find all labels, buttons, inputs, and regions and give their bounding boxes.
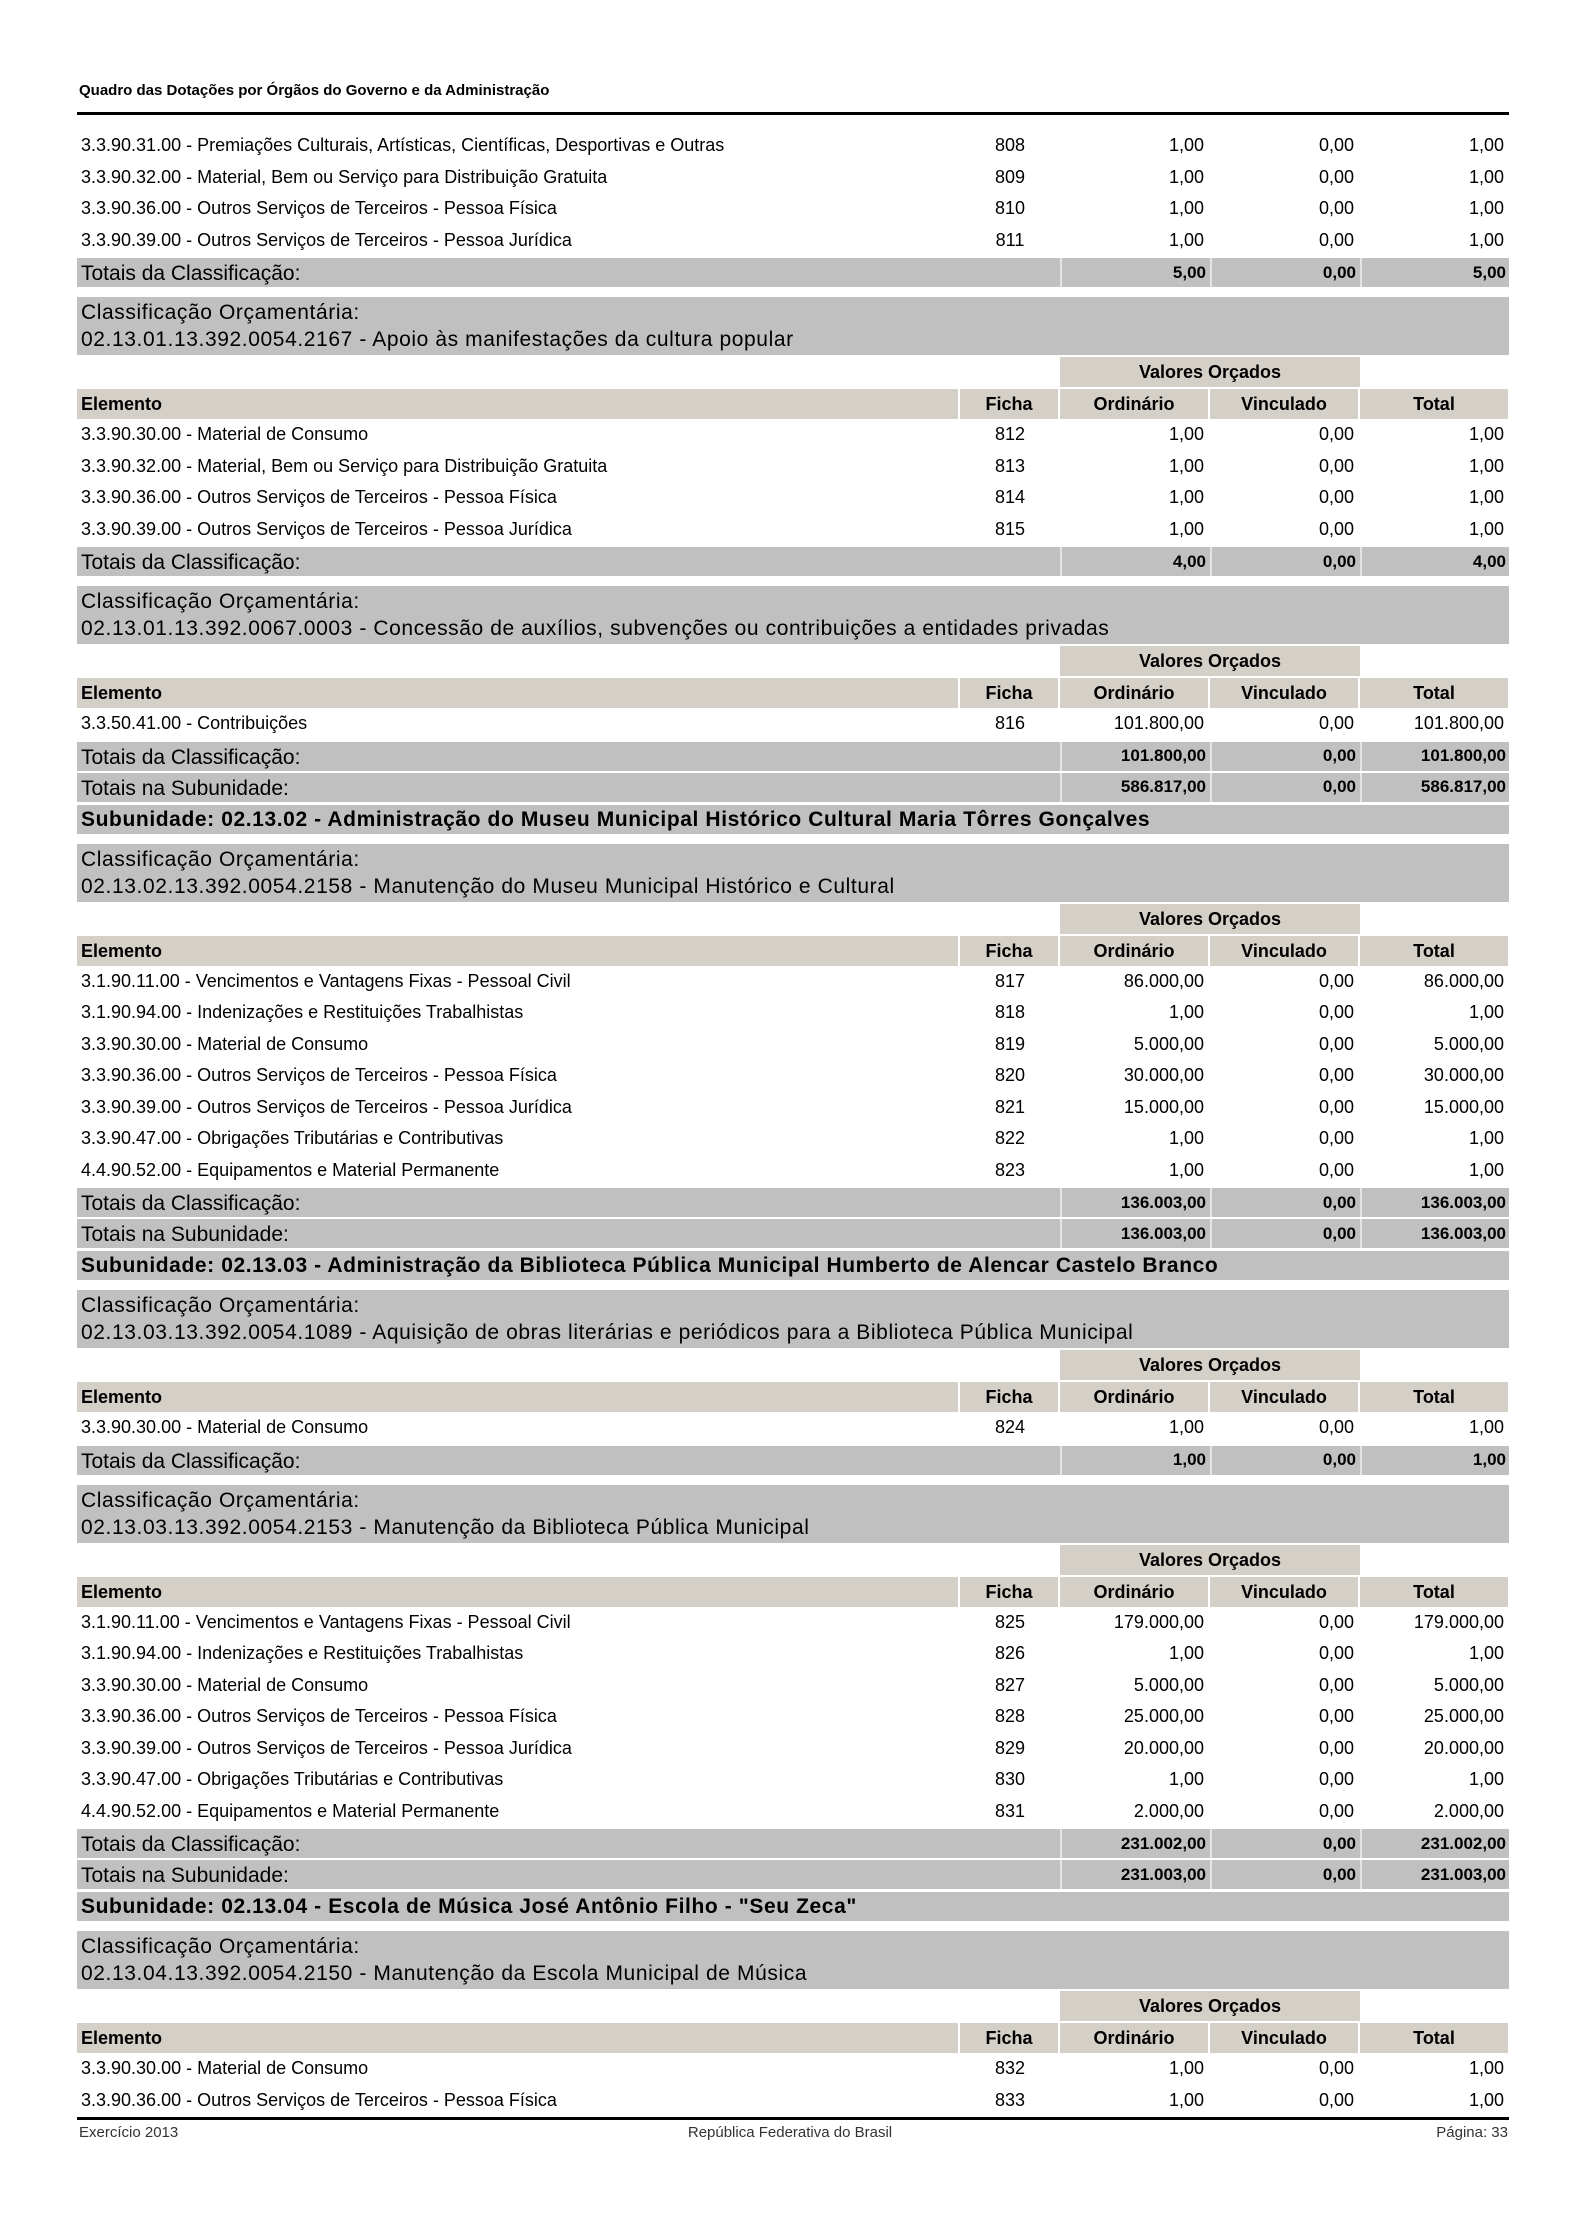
row-elemento: 3.3.50.41.00 - Contribuições: [81, 713, 308, 734]
column-header-total: Total: [1360, 2023, 1508, 2053]
row-total: 1,00: [1468, 1002, 1504, 1023]
column-header-row: [77, 1382, 1509, 1412]
table-row: [77, 482, 1509, 514]
column-header-ficha: Ficha: [960, 1577, 1058, 1607]
table-row: [77, 451, 1509, 483]
row-ordinario: 1,00: [1168, 135, 1204, 156]
row-vinculado: 0,00: [1318, 1159, 1354, 1180]
totais-classificacao-total: 1,00: [1360, 1446, 1510, 1475]
row-vinculado: 0,00: [1318, 1800, 1354, 1821]
column-header-elemento: Elemento: [77, 936, 958, 966]
totais-classificacao-ordinario: 4,00: [1060, 547, 1210, 576]
table-row: [77, 966, 1509, 998]
table-row: [77, 1607, 1509, 1639]
totais-subunidade-vinculado: 0,00: [1210, 1860, 1360, 1889]
row-elemento: 3.3.90.36.00 - Outros Serviços de Terceiros - Pessoa Física: [81, 2089, 557, 2110]
column-header-ordinario: Ordinário: [1060, 678, 1208, 708]
column-header-ficha: Ficha: [960, 936, 1058, 966]
row-total: 101.800,00: [1413, 713, 1504, 734]
header-rule: [77, 112, 1509, 115]
totais-subunidade-vinculado: 0,00: [1210, 1219, 1360, 1248]
row-vinculado: 0,00: [1318, 1002, 1354, 1023]
row-ordinario: 1,00: [1168, 1159, 1204, 1180]
budget-values-header: Valores Orçados: [1060, 904, 1360, 934]
column-header-ficha: Ficha: [960, 2023, 1058, 2053]
row-total: 25.000,00: [1423, 1706, 1504, 1727]
totais-classificacao-ordinario: 5,00: [1060, 258, 1210, 287]
table-row: [77, 2085, 1509, 2117]
spacer: [77, 904, 1060, 934]
column-header-row: [77, 936, 1509, 966]
classification-code: 02.13.03.13.392.0054.1089 - Aquisição de obras literárias e periódicos para a Biblioteca Pública Municipal: [81, 1321, 1134, 1344]
row-elemento: 3.3.90.32.00 - Material, Bem ou Serviço para Distribuição Gratuita: [81, 166, 608, 187]
row-ordinario: 25.000,00: [1123, 1706, 1204, 1727]
classification-label: Classificação Orçamentária:: [81, 1935, 360, 1958]
row-vinculado: 0,00: [1318, 424, 1354, 445]
table-row: [77, 1733, 1509, 1765]
row-ordinario: 1,00: [1168, 1417, 1204, 1438]
row-elemento: 3.1.90.94.00 - Indenizações e Restituições Trabalhistas: [81, 1002, 524, 1023]
row-ficha: 827: [994, 1674, 1026, 1695]
row-ficha: 813: [994, 455, 1026, 476]
row-ordinario: 15.000,00: [1123, 1096, 1204, 1117]
row-elemento: 3.3.90.30.00 - Material de Consumo: [81, 1674, 369, 1695]
totais-classificacao-ordinario: 101.800,00: [1060, 742, 1210, 771]
column-header-vinculado: Vinculado: [1210, 1382, 1358, 1412]
row-ordinario: 1,00: [1168, 1002, 1204, 1023]
totais-classificacao-label: Totais da Classificação:: [81, 1192, 301, 1215]
totais-classificacao-total: 5,00: [1360, 258, 1510, 287]
column-header-vinculado: Vinculado: [1210, 936, 1358, 966]
subunit-totals-row: [77, 1219, 1509, 1248]
row-ordinario: 1,00: [1168, 229, 1204, 250]
column-header-row: [77, 1577, 1509, 1607]
column-header-ficha: Ficha: [960, 1382, 1058, 1412]
row-elemento: 3.3.90.36.00 - Outros Serviços de Terceiros - Pessoa Física: [81, 198, 557, 219]
row-total: 1,00: [1468, 198, 1504, 219]
row-total: 30.000,00: [1423, 1065, 1504, 1086]
classification-totals-row: [77, 742, 1509, 771]
row-ficha: 808: [994, 135, 1026, 156]
footer-rule: [77, 2117, 1509, 2120]
classification-code: 02.13.03.13.392.0054.2153 - Manutenção da Biblioteca Pública Municipal: [81, 1515, 810, 1539]
row-vinculado: 0,00: [1318, 135, 1354, 156]
totais-classificacao-vinculado: 0,00: [1210, 1188, 1360, 1217]
column-header-row: [77, 2023, 1509, 2053]
footer-exercise: Exercício 2013: [79, 2124, 179, 2141]
row-vinculado: 0,00: [1318, 2089, 1354, 2110]
table-row: [77, 130, 1509, 162]
classification-label: Classificação Orçamentária:: [81, 301, 360, 324]
budget-values-header: Valores Orçados: [1060, 357, 1360, 387]
table-row: [77, 193, 1509, 225]
column-header-total: Total: [1360, 1577, 1508, 1607]
classification-totals-row: [77, 547, 1509, 576]
table-row: [77, 1123, 1509, 1155]
totais-classificacao-vinculado: 0,00: [1210, 742, 1360, 771]
spacer: [77, 357, 1060, 387]
column-header-row: [77, 678, 1509, 708]
row-elemento: 3.3.90.30.00 - Material de Consumo: [81, 2058, 369, 2079]
row-vinculado: 0,00: [1318, 166, 1354, 187]
row-total: 1,00: [1468, 166, 1504, 187]
table-row: [77, 1638, 1509, 1670]
row-ficha: 829: [994, 1737, 1026, 1758]
totais-subunidade-ordinario: 586.817,00: [1060, 773, 1210, 802]
totais-subunidade-total: 586.817,00: [1360, 773, 1510, 802]
row-ficha: 819: [994, 1033, 1026, 1054]
row-ordinario: 1,00: [1168, 487, 1204, 508]
classification-header: [77, 1485, 1509, 1543]
totais-subunidade-total: 231.003,00: [1360, 1860, 1510, 1889]
totais-subunidade-ordinario: 231.003,00: [1060, 1860, 1210, 1889]
totais-classificacao-total: 231.002,00: [1360, 1829, 1510, 1858]
totais-classificacao-total: 136.003,00: [1360, 1188, 1510, 1217]
classification-label: Classificação Orçamentária:: [81, 847, 360, 871]
row-ordinario: 5.000,00: [1133, 1674, 1204, 1695]
column-header-ordinario: Ordinário: [1060, 389, 1208, 419]
spacer: [77, 646, 1060, 676]
row-elemento: 3.3.90.32.00 - Material, Bem ou Serviço para Distribuição Gratuita: [81, 455, 608, 476]
row-total: 1,00: [1468, 487, 1504, 508]
budget-values-header: Valores Orçados: [1060, 646, 1360, 676]
row-ficha: 817: [994, 970, 1026, 991]
row-ficha: 815: [994, 518, 1026, 539]
row-ordinario: 179.000,00: [1113, 1611, 1204, 1632]
row-ficha: 816: [994, 713, 1026, 734]
row-ficha: 833: [994, 2089, 1026, 2110]
column-header-vinculado: Vinculado: [1210, 2023, 1358, 2053]
totais-subunidade-label: Totais na Subunidade:: [81, 1864, 289, 1887]
totais-subunidade-label: Totais na Subunidade:: [81, 776, 289, 800]
row-total: 1,00: [1468, 1159, 1504, 1180]
classification-totals-row: [77, 1188, 1509, 1217]
classification-label: Classificação Orçamentária:: [81, 1294, 360, 1317]
classification-header: [77, 1290, 1509, 1348]
classification-totals-row: [77, 1829, 1509, 1858]
row-ficha: 809: [994, 166, 1026, 187]
row-ficha: 830: [994, 1769, 1026, 1790]
classification-header: [77, 844, 1509, 902]
row-ordinario: 30.000,00: [1123, 1065, 1204, 1086]
row-elemento: 3.3.90.39.00 - Outros Serviços de Terceiros - Pessoa Jurídica: [81, 1737, 572, 1758]
row-ordinario: 1,00: [1168, 166, 1204, 187]
row-ficha: 820: [994, 1065, 1026, 1086]
row-elemento: 3.3.90.39.00 - Outros Serviços de Terceiros - Pessoa Jurídica: [81, 229, 572, 250]
row-ordinario: 2.000,00: [1133, 1800, 1204, 1821]
row-ordinario: 1,00: [1168, 2089, 1204, 2110]
column-header-total: Total: [1360, 1382, 1508, 1412]
footer-country: República Federativa do Brasil: [687, 2124, 893, 2141]
row-ordinario: 1,00: [1168, 1128, 1204, 1149]
row-vinculado: 0,00: [1318, 1737, 1354, 1758]
table-row: [77, 1060, 1509, 1092]
totais-classificacao-ordinario: 231.002,00: [1060, 1829, 1210, 1858]
table-row: [77, 1029, 1509, 1061]
budget-values-header-row: [77, 1545, 1509, 1575]
row-ficha: 811: [995, 229, 1025, 250]
totais-classificacao-vinculado: 0,00: [1210, 1446, 1360, 1475]
row-ordinario: 101.800,00: [1113, 713, 1204, 734]
column-header-vinculado: Vinculado: [1210, 1577, 1358, 1607]
column-header-total: Total: [1360, 678, 1508, 708]
row-vinculado: 0,00: [1318, 1128, 1354, 1149]
row-vinculado: 0,00: [1318, 713, 1354, 734]
row-ficha: 822: [994, 1128, 1026, 1149]
row-vinculado: 0,00: [1318, 229, 1354, 250]
row-ficha: 826: [994, 1643, 1026, 1664]
row-vinculado: 0,00: [1318, 487, 1354, 508]
row-total: 1,00: [1468, 424, 1504, 445]
column-header-ficha: Ficha: [960, 678, 1058, 708]
subunit-totals-row: [77, 1860, 1509, 1889]
row-ordinario: 1,00: [1168, 1643, 1204, 1664]
row-ficha: 812: [994, 424, 1026, 445]
budget-values-header-row: [77, 1991, 1509, 2021]
spacer: [77, 1991, 1060, 2021]
totais-classificacao-ordinario: 136.003,00: [1060, 1188, 1210, 1217]
table-row: [77, 1764, 1509, 1796]
budget-values-header-row: [77, 646, 1509, 676]
row-elemento: 3.3.90.30.00 - Material de Consumo: [81, 1417, 369, 1438]
table-row: [77, 1092, 1509, 1124]
classification-header: [77, 1931, 1509, 1989]
classification-code: 02.13.01.13.392.0067.0003 - Concessão de auxílios, subvenções ou contribuições a entidades privadas: [81, 617, 1110, 640]
row-vinculado: 0,00: [1318, 1065, 1354, 1086]
row-ficha: 824: [994, 1417, 1026, 1438]
row-elemento: 3.3.90.36.00 - Outros Serviços de Terceiros - Pessoa Física: [81, 1065, 557, 1086]
totais-classificacao-label: Totais da Classificação:: [81, 1833, 301, 1856]
totais-classificacao-label: Totais da Classificação:: [81, 551, 301, 574]
row-ficha: 825: [994, 1611, 1026, 1632]
row-elemento: 3.1.90.11.00 - Vencimentos e Vantagens Fixas - Pessoal Civil: [81, 1611, 571, 1632]
column-header-ordinario: Ordinário: [1060, 2023, 1208, 2053]
classification-label: Classificação Orçamentária:: [81, 1488, 360, 1512]
column-header-ficha: Ficha: [960, 389, 1058, 419]
row-elemento: 3.3.90.36.00 - Outros Serviços de Terceiros - Pessoa Física: [81, 487, 557, 508]
row-total: 15.000,00: [1423, 1096, 1504, 1117]
row-elemento: 3.3.90.39.00 - Outros Serviços de Terceiros - Pessoa Jurídica: [81, 518, 572, 539]
row-total: 1,00: [1468, 2058, 1504, 2079]
row-ordinario: 86.000,00: [1123, 970, 1204, 991]
row-total: 1,00: [1468, 518, 1504, 539]
classification-totals-row: [77, 258, 1509, 287]
classification-header: [77, 297, 1509, 355]
row-total: 1,00: [1468, 1643, 1504, 1664]
row-elemento: 3.3.90.30.00 - Material de Consumo: [81, 424, 369, 445]
budget-values-header-row: [77, 904, 1509, 934]
row-elemento: 3.3.90.39.00 - Outros Serviços de Terceiros - Pessoa Jurídica: [81, 1096, 572, 1117]
spacer: [77, 1350, 1060, 1380]
row-total: 20.000,00: [1423, 1737, 1504, 1758]
row-vinculado: 0,00: [1318, 970, 1354, 991]
totais-classificacao-total: 101.800,00: [1360, 742, 1510, 771]
row-vinculado: 0,00: [1318, 1033, 1354, 1054]
row-vinculado: 0,00: [1318, 1769, 1354, 1790]
row-ficha: 821: [994, 1096, 1026, 1117]
column-header-ordinario: Ordinário: [1060, 936, 1208, 966]
classification-code: 02.13.02.13.392.0054.2158 - Manutenção do Museu Municipal Histórico e Cultural: [81, 874, 895, 898]
totais-classificacao-vinculado: 0,00: [1210, 1829, 1360, 1858]
table-row: [77, 997, 1509, 1029]
row-total: 179.000,00: [1413, 1611, 1504, 1632]
row-ficha: 823: [994, 1159, 1026, 1180]
report-body: [77, 130, 1509, 2116]
row-total: 2.000,00: [1433, 1800, 1504, 1821]
table-row: [77, 225, 1509, 257]
column-header-elemento: Elemento: [77, 389, 958, 419]
row-elemento: 3.3.90.31.00 - Premiações Culturais, Artísticas, Científicas, Desportivas e Outras: [81, 135, 725, 156]
column-header-ordinario: Ordinário: [1060, 1577, 1208, 1607]
row-elemento: 3.1.90.94.00 - Indenizações e Restituições Trabalhistas: [81, 1643, 524, 1664]
subunit-header: Subunidade: 02.13.03 - Administração da Biblioteca Pública Municipal Humberto de Alencar Castelo Branco: [77, 1251, 1509, 1280]
classification-code: 02.13.04.13.392.0054.2150 - Manutenção da Escola Municipal de Música: [81, 1962, 808, 1985]
row-ficha: 832: [994, 2058, 1026, 2079]
row-ficha: 828: [994, 1706, 1026, 1727]
table-row: [77, 1796, 1509, 1828]
column-header-ordinario: Ordinário: [1060, 1382, 1208, 1412]
column-header-vinculado: Vinculado: [1210, 389, 1358, 419]
table-row: [77, 1412, 1509, 1444]
row-elemento: 3.3.90.30.00 - Material de Consumo: [81, 1033, 369, 1054]
totais-classificacao-total: 4,00: [1360, 547, 1510, 576]
budget-values-header-row: [77, 357, 1509, 387]
row-vinculado: 0,00: [1318, 518, 1354, 539]
column-header-vinculado: Vinculado: [1210, 678, 1358, 708]
table-row: [77, 2053, 1509, 2085]
row-ficha: 810: [994, 198, 1026, 219]
row-ordinario: 1,00: [1168, 2058, 1204, 2079]
row-ordinario: 1,00: [1168, 1769, 1204, 1790]
totais-classificacao-label: Totais da Classificação:: [81, 262, 301, 285]
row-vinculado: 0,00: [1318, 1417, 1354, 1438]
row-ficha: 814: [994, 487, 1026, 508]
row-total: 86.000,00: [1423, 970, 1504, 991]
row-ordinario: 1,00: [1168, 455, 1204, 476]
row-elemento: 3.1.90.11.00 - Vencimentos e Vantagens Fixas - Pessoal Civil: [81, 970, 571, 991]
row-total: 1,00: [1468, 2089, 1504, 2110]
row-total: 1,00: [1468, 1417, 1504, 1438]
classification-code: 02.13.01.13.392.0054.2167 - Apoio às manifestações da cultura popular: [81, 328, 794, 351]
totais-classificacao-vinculado: 0,00: [1210, 258, 1360, 287]
budget-values-header-row: [77, 1350, 1509, 1380]
table-row: [77, 419, 1509, 451]
row-vinculado: 0,00: [1318, 1706, 1354, 1727]
row-ordinario: 5.000,00: [1133, 1033, 1204, 1054]
footer-page-number: Página: 33: [1436, 2124, 1508, 2141]
column-header-row: [77, 389, 1509, 419]
row-total: 5.000,00: [1433, 1674, 1504, 1695]
table-row: [77, 1670, 1509, 1702]
totais-classificacao-label: Totais da Classificação:: [81, 745, 301, 769]
column-header-elemento: Elemento: [77, 1577, 958, 1607]
subunit-header: Subunidade: 02.13.04 - Escola de Música José Antônio Filho - "Seu Zeca": [77, 1892, 1509, 1921]
row-ordinario: 1,00: [1168, 198, 1204, 219]
totais-subunidade-label: Totais na Subunidade:: [81, 1223, 289, 1246]
row-ficha: 818: [994, 1002, 1026, 1023]
row-vinculado: 0,00: [1318, 198, 1354, 219]
row-vinculado: 0,00: [1318, 1643, 1354, 1664]
row-elemento: 4.4.90.52.00 - Equipamentos e Material Permanente: [81, 1159, 500, 1180]
column-header-elemento: Elemento: [77, 1382, 958, 1412]
row-elemento: 3.3.90.36.00 - Outros Serviços de Terceiros - Pessoa Física: [81, 1706, 557, 1727]
totais-classificacao-vinculado: 0,00: [1210, 547, 1360, 576]
totais-subunidade-vinculado: 0,00: [1210, 773, 1360, 802]
classification-totals-row: [77, 1446, 1509, 1475]
row-total: 5.000,00: [1433, 1033, 1504, 1054]
totais-subunidade-total: 136.003,00: [1360, 1219, 1510, 1248]
page-title: Quadro das Dotações por Órgãos do Governo e da Administração: [79, 82, 550, 99]
row-vinculado: 0,00: [1318, 455, 1354, 476]
row-vinculado: 0,00: [1318, 1611, 1354, 1632]
budget-values-header: Valores Orçados: [1060, 1545, 1360, 1575]
totais-subunidade-ordinario: 136.003,00: [1060, 1219, 1210, 1248]
row-ficha: 831: [994, 1800, 1026, 1821]
column-header-elemento: Elemento: [77, 2023, 958, 2053]
budget-values-header: Valores Orçados: [1060, 1350, 1360, 1380]
totais-classificacao-label: Totais da Classificação:: [81, 1449, 301, 1473]
table-row: [77, 514, 1509, 546]
row-vinculado: 0,00: [1318, 2058, 1354, 2079]
table-row: [77, 162, 1509, 194]
row-elemento: 3.3.90.47.00 - Obrigações Tributárias e Contributivas: [81, 1769, 504, 1790]
row-total: 1,00: [1468, 135, 1504, 156]
subunit-header: Subunidade: 02.13.02 - Administração do Museu Municipal Histórico Cultural Maria Tôrres Gonçalves: [77, 805, 1509, 834]
totais-classificacao-ordinario: 1,00: [1060, 1446, 1210, 1475]
row-total: 1,00: [1468, 455, 1504, 476]
classification-label: Classificação Orçamentária:: [81, 590, 360, 613]
row-total: 1,00: [1468, 1128, 1504, 1149]
subunit-totals-row: [77, 773, 1509, 802]
row-vinculado: 0,00: [1318, 1674, 1354, 1695]
column-header-total: Total: [1360, 389, 1508, 419]
classification-header: [77, 586, 1509, 644]
table-row: [77, 708, 1509, 740]
table-row: [77, 1701, 1509, 1733]
table-row: [77, 1155, 1509, 1187]
row-ordinario: 20.000,00: [1123, 1737, 1204, 1758]
row-ordinario: 1,00: [1168, 424, 1204, 445]
row-vinculado: 0,00: [1318, 1096, 1354, 1117]
budget-values-header: Valores Orçados: [1060, 1991, 1360, 2021]
column-header-total: Total: [1360, 936, 1508, 966]
row-elemento: 3.3.90.47.00 - Obrigações Tributárias e Contributivas: [81, 1128, 504, 1149]
row-elemento: 4.4.90.52.00 - Equipamentos e Material Permanente: [81, 1800, 500, 1821]
row-ordinario: 1,00: [1168, 518, 1204, 539]
spacer: [77, 1545, 1060, 1575]
column-header-elemento: Elemento: [77, 678, 958, 708]
row-total: 1,00: [1468, 1769, 1504, 1790]
row-total: 1,00: [1468, 229, 1504, 250]
